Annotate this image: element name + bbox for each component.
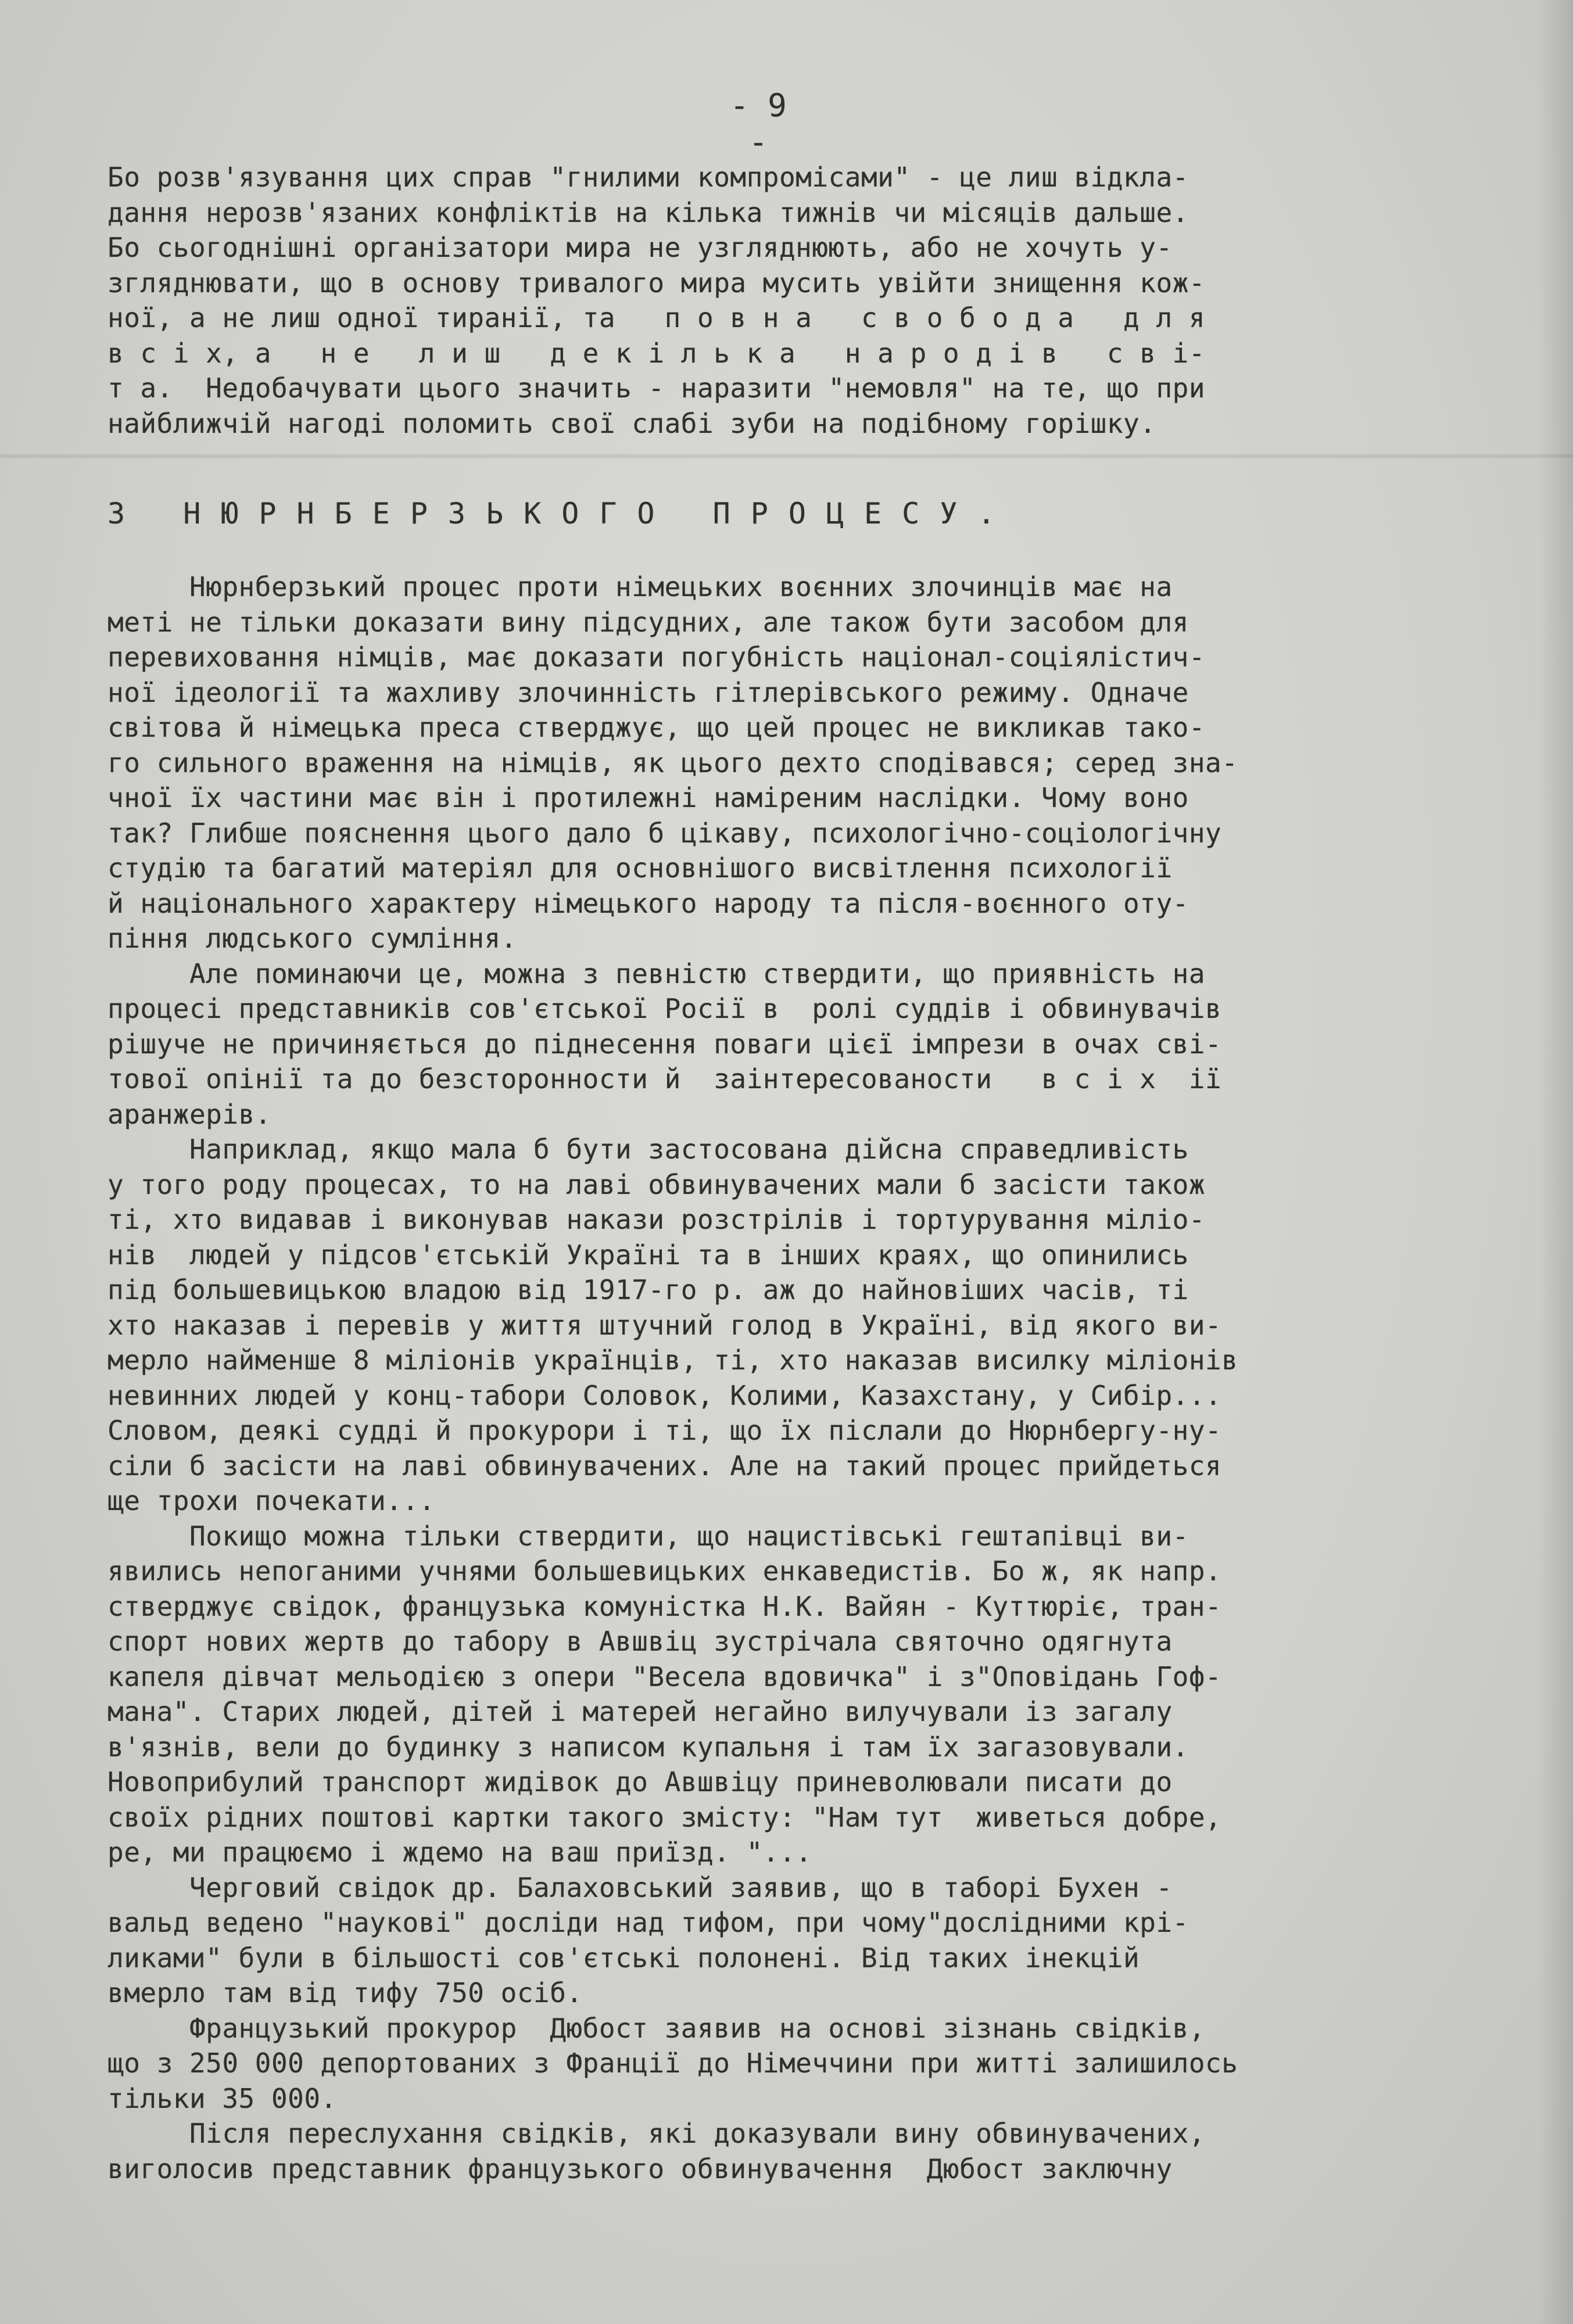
text-line: згляднювати, що в основу тривалого мира мусить увійти знищення кож-: [108, 267, 1206, 299]
text-line: Але поминаючи це, можна з певністю ствердити, що приявність на: [108, 957, 1206, 989]
text-line: ре, ми працюємо і ждемо на ваш приїзд. "...: [108, 1837, 812, 1868]
text-line: процесі представників сов'єтської Росії в ролі суддів і обвинувачів: [108, 993, 1222, 1024]
text-line: ликами" були в більшості сов'єтські полонені. Від таких інекцій: [108, 1942, 1140, 1974]
text-line: рішуче не причиняється до піднесення поваги цієї імпрези в очах сві-: [108, 1028, 1222, 1060]
paper-fold-shadow: [0, 453, 1573, 459]
text-line: го сильного враження на німців, як цього дехто сподівався; серед зна-: [108, 747, 1238, 779]
text-line: дання нерозв'язаних конфліктів на кілька тижнів чи місяців дальше.: [108, 196, 1189, 228]
text-line: виголосив представник французького обвинувачення Дюбост заключну: [108, 2153, 1173, 2185]
text-line: так? Глибше пояснення цього дало б цікаву, психологічно-соціологічну: [108, 817, 1222, 849]
text-line: в'язнів, вели до будинку з написом купальня і там їх загазовували.: [108, 1731, 1189, 1763]
text-line: що з 250 000 депортованих з Франції до Німеччини при житті залишилось: [108, 2047, 1238, 2079]
text-line: Нюрнберзький процес проти німецьких воєнних злочинців має на: [108, 571, 1173, 602]
text-line: ної, а не лиш одної тиранії, та п о в н а с в о б о д а д л я: [108, 302, 1206, 333]
page-number: - 9 -: [730, 87, 787, 160]
text-line: й національного характеру німецького народу та після-воєнного оту-: [108, 887, 1189, 919]
text-line: спорт нових жертв до табору в Авшвіц зустрічала святочно одягнута: [108, 1626, 1173, 1657]
text-line: нів людей у підсов'єтській Україні та в інших краях, що опинились: [108, 1239, 1189, 1271]
text-line: капеля дівчат мельодією з опери "Весела вдовичка" і з"Оповідань Гоф-: [108, 1660, 1222, 1692]
text-line: Черговий свідок др. Балаховський заявив, що в таборі Бухен -: [108, 1871, 1173, 1903]
text-line: своїх рідних поштові картки такого змісту: "Нам тут живеться добре,: [108, 1801, 1222, 1833]
text-line: Французький прокурор Дюбост заявив на основі зізнань свідків,: [108, 2012, 1206, 2044]
text-line: меті не тільки доказати вину підсудних, але також бути засобом для: [108, 606, 1189, 638]
text-line: Бо сьогоднішні організатори мира не узгляднюють, або не хочуть у-: [108, 232, 1173, 263]
text-line: Новоприбулий транспорт жидівок до Авшвіцу приневолювали писати до: [108, 1766, 1173, 1798]
text-line: Покищо можна тільки ствердити, що нацистівські гештапівці ви-: [108, 1520, 1189, 1552]
text-line: чної їх частини має він і протилежні наміреним наслідки. Чому воно: [108, 782, 1189, 813]
text-line: піння людського сумління.: [108, 923, 517, 954]
text-line: перевиховання німців, має доказати погубність націонал-соціялістич-: [108, 641, 1206, 673]
text-line: Після переслухання свідків, які доказували вину обвинувачених,: [108, 2118, 1206, 2149]
body-text: [108, 569, 1473, 2186]
text-line: Наприклад, якщо мала б бути застосована дійсна справедливість: [108, 1134, 1189, 1165]
text-line: т а. Недобачувати цього значить - наразити "немовля" на те, що при: [108, 372, 1206, 404]
text-line: ної ідеології та жахливу злочинність гітлерівського режиму. Одначе: [108, 676, 1189, 708]
text-line: невинних людей у конц-табори Соловок, Колими, Казахстану, у Сибір...: [108, 1379, 1222, 1411]
text-line: аранжерів.: [108, 1098, 271, 1130]
text-line: під большевицькою владою від 1917-го р. аж до найновіших часів, ті: [108, 1274, 1189, 1306]
text-line: світова й німецька преса стверджує, що цей процес не викликав тако-: [108, 712, 1206, 743]
text-line: хто наказав і перевів у життя штучний голод в Україні, від якого ви-: [108, 1309, 1222, 1341]
text-line: тільки 35 000.: [108, 2082, 337, 2114]
paper-edge-shadow: [1538, 0, 1573, 2324]
text-line: у того роду процесах, то на лаві обвинувачених мали б засісти також: [108, 1168, 1206, 1200]
text-line: вальд ведено "наукові" досліди над тифом, при чому"дослідними крі-: [108, 1907, 1189, 1938]
text-line: Словом, деякі судді й прокурори і ті, що їх післали до Нюрнбергу-ну-: [108, 1415, 1222, 1446]
text-line: ті, хто видавав і виконував накази розстрілів і тортурування міліо-: [108, 1204, 1206, 1235]
intro-paragraph: [108, 160, 1473, 441]
text-line: вмерло там від тифу 750 осіб.: [108, 1977, 583, 2009]
text-line: найближчій нагоді поломить свої слабі зуби на подібному горішку.: [108, 407, 1156, 439]
text-line: мерло найменше 8 міліонів українців, ті, хто наказав висилку міліонів: [108, 1344, 1238, 1376]
text-line: студію та багатий матеріял для основнішого висвітлення психології: [108, 852, 1173, 884]
text-line: Бо розв'язування цих справ "гнилими компромісами" - це лиш відкла-: [108, 162, 1189, 193]
text-line: тової опінії та до безсторонности й заінтересованости в с і х ії: [108, 1063, 1222, 1095]
text-line: явились непоганими учнями большевицьких енкаведистів. Бо ж, як напр.: [108, 1555, 1222, 1587]
text-line: ще трохи почекати...: [108, 1485, 435, 1516]
text-line: мана". Старих людей, дітей і матерей негайно вилучували із загалу: [108, 1696, 1173, 1727]
text-line: в с і х, а н е л и ш д е к і л ь к а н а р о д і в с в і-: [108, 337, 1206, 369]
text-line: сіли б засісти на лаві обвинувачених. Але на такий процес прийдеться: [108, 1450, 1222, 1482]
section-heading: З НЮРНБЕРЗЬКОГО ПРОЦЕСУ.: [108, 497, 1016, 530]
text-line: стверджує свідок, французька комуністка Н.К. Вайян - Куттюріє, тран-: [108, 1590, 1222, 1622]
